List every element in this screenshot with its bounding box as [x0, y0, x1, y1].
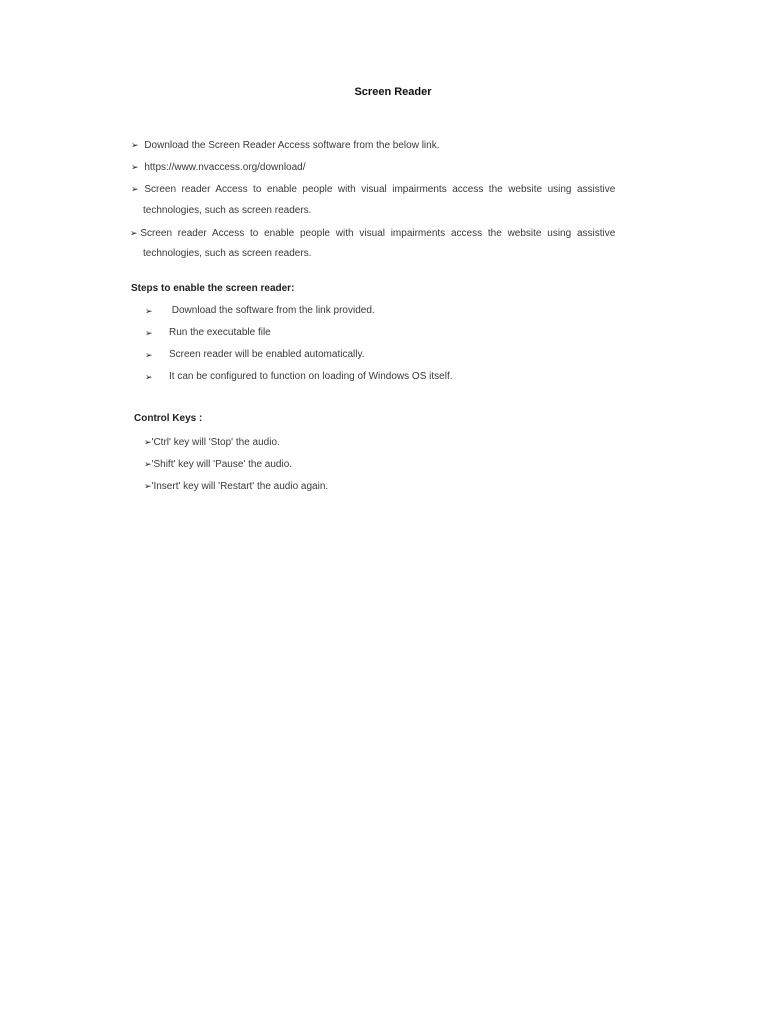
list-item — [144, 479, 328, 494]
control-key-text: 'Shift' key will 'Pause' the audio. — [151, 459, 293, 470]
arrow-bullet-icon: ➢ — [131, 140, 139, 150]
control-key-text: 'Ctrl' key will 'Stop' the audio. — [151, 437, 280, 448]
intro-text-continuation: technologies, such as screen readers. — [143, 248, 312, 259]
steps-heading: Steps to enable the screen reader: — [131, 283, 295, 294]
arrow-bullet-icon: ➢ — [145, 372, 153, 382]
intro-text: Download the Screen Reader Access software from the below link. — [144, 140, 440, 151]
arrow-bullet-icon: ➢ — [144, 481, 152, 491]
arrow-bullet-icon: ➢ — [130, 228, 138, 238]
list-item — [131, 160, 306, 175]
list-item — [145, 326, 153, 341]
list-item — [145, 348, 153, 363]
download-link[interactable]: https://www.nvaccess.org/download/ — [144, 162, 306, 173]
intro-text: Screen reader Access to enable people with visual impairments access the website using assistive — [140, 228, 616, 239]
list-item — [144, 457, 292, 472]
arrow-bullet-icon: ➢ — [144, 459, 152, 469]
arrow-bullet-icon: ➢ — [145, 306, 153, 316]
step-text: Download the software from the link provided. — [169, 305, 375, 316]
intro-text: Screen reader Access to enable people with visual impairments access the website using assistive — [144, 184, 616, 195]
step-text: Run the executable file — [169, 327, 271, 338]
step-text: Screen reader will be enabled automatically. — [169, 349, 365, 360]
arrow-bullet-icon: ➢ — [131, 184, 139, 194]
arrow-bullet-icon: ➢ — [144, 437, 152, 447]
control-keys-heading: Control Keys : — [134, 413, 203, 424]
page-title: Screen Reader — [354, 86, 432, 98]
step-text: It can be configured to function on loading of Windows OS itself. — [169, 371, 453, 382]
arrow-bullet-icon: ➢ — [131, 162, 139, 172]
list-item — [144, 435, 280, 450]
intro-text-continuation: technologies, such as screen readers. — [143, 205, 312, 216]
list-item — [145, 304, 153, 319]
list-item — [131, 182, 615, 197]
list-item — [145, 370, 153, 385]
list-item — [131, 138, 439, 153]
arrow-bullet-icon: ➢ — [145, 350, 153, 360]
list-item — [130, 226, 615, 241]
control-key-text: 'Insert' key will 'Restart' the audio again. — [151, 481, 329, 492]
arrow-bullet-icon: ➢ — [145, 328, 153, 338]
